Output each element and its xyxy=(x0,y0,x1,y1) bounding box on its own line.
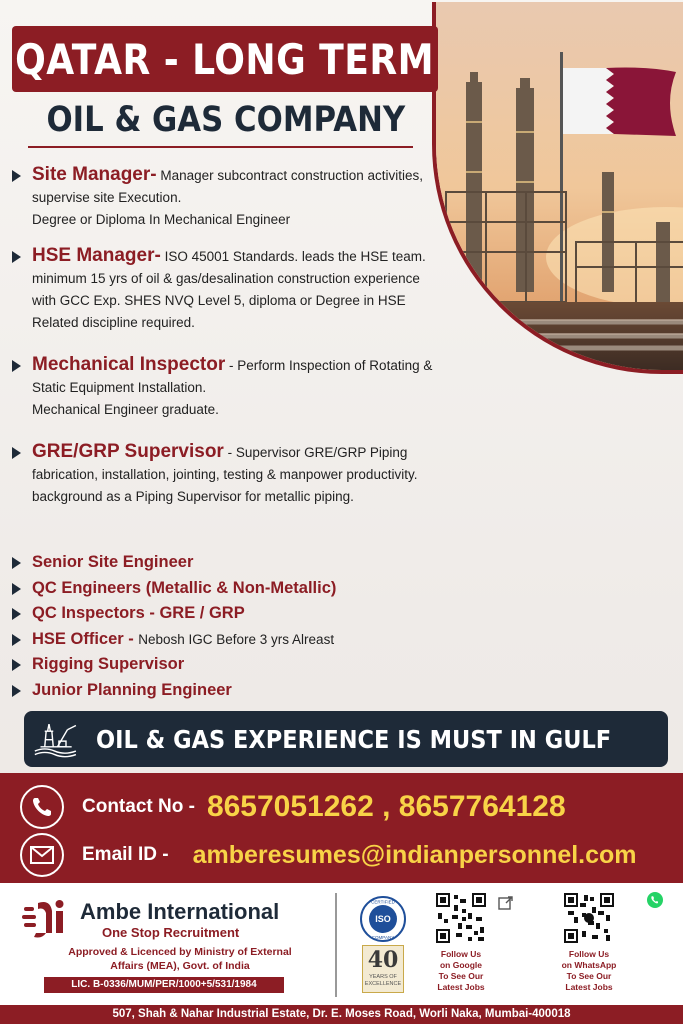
phone-numbers[interactable]: 8657051262 , 8657764128 xyxy=(206,790,566,823)
title-text: QATAR - LONG TERM xyxy=(15,34,435,84)
subtitle-divider xyxy=(28,146,413,148)
job-title: GRE/GRP Supervisor xyxy=(32,441,224,462)
page-subtitle xyxy=(22,100,422,140)
job-hse-manager xyxy=(12,245,442,334)
arrow-bullet-icon xyxy=(12,170,21,182)
page-title xyxy=(12,26,438,92)
list-item: Junior Planning Engineer xyxy=(12,678,452,704)
list-item: QC Engineers (Metallic & Non-Metallic) xyxy=(12,576,452,602)
arrow-bullet-icon xyxy=(12,447,21,459)
years-badge: 40 YEARS OF EXCELLENCE xyxy=(362,945,404,993)
list-item: Rigging Supervisor xyxy=(12,652,452,678)
arrow-bullet-icon xyxy=(12,557,21,569)
job-title: Site Manager- xyxy=(32,164,157,185)
svg-text:COMPANY: COMPANY xyxy=(371,935,395,940)
footer xyxy=(0,883,683,1024)
ambe-logo-icon xyxy=(22,897,72,939)
contact-phone-row xyxy=(20,785,566,829)
whatsapp-qr-caption: Follow Us on WhatsApp To See Our Latest Jobs xyxy=(561,949,617,992)
job-list-detailed xyxy=(12,164,442,520)
job-description: - Perform Inspection of Rotating & Static Equipment Installation. xyxy=(32,358,433,395)
job-mechanical-inspector xyxy=(12,354,442,421)
phone-label: Contact No - xyxy=(82,796,195,817)
svg-text:CERTIFIED: CERTIFIED xyxy=(371,899,395,905)
email-address[interactable]: amberesumes@indianpersonnel.com xyxy=(192,840,637,869)
approval-text: Approved & Licenced by Ministry of External Affairs (MEA), Govt. of India xyxy=(68,946,292,972)
job-site-manager xyxy=(12,164,442,231)
brand-tagline: One Stop Recruitment xyxy=(102,925,240,940)
arrow-bullet-icon xyxy=(12,659,21,671)
footer-divider xyxy=(335,893,337,997)
arrow-bullet-icon xyxy=(12,608,21,620)
phone-icon xyxy=(20,785,64,829)
list-item: QC Inspectors - GRE / GRP xyxy=(12,601,452,627)
google-qr-caption: Follow Us on Google To See Our Latest Jobs xyxy=(437,949,485,992)
arrow-bullet-icon xyxy=(12,685,21,697)
svg-text:ISO: ISO xyxy=(375,914,391,924)
brand-name: Ambe International xyxy=(80,899,280,924)
refinery-image xyxy=(432,2,683,374)
whatsapp-icon[interactable] xyxy=(646,891,664,909)
oil-rig-icon xyxy=(32,714,82,764)
arrow-bullet-icon xyxy=(12,583,21,595)
banner-text: OIL & GAS EXPERIENCE IS MUST IN GULF xyxy=(95,724,611,754)
external-link-icon xyxy=(498,895,514,911)
job-description: - Supervisor GRE/GRP Piping fabrication, installation, jointing, testing & manpower productivity. background as a Piping Supervisor for metallic piping. xyxy=(32,445,418,504)
job-title: Mechanical Inspector xyxy=(32,354,226,375)
list-item: HSE Officer - Nebosh IGC Before 3 yrs Alreast xyxy=(12,627,452,653)
email-label: Email ID - xyxy=(82,844,169,865)
list-item: Senior Site Engineer xyxy=(12,550,452,576)
office-address: 507, Shah & Nahar Industrial Estate, Dr. E. Moses Road, Worli Naka, Mumbai-400018 xyxy=(0,1005,683,1024)
arrow-bullet-icon xyxy=(12,251,21,263)
email-icon xyxy=(20,833,64,877)
job-description: ISO 45001 Standards. leads the HSE team. minimum 15 yrs of oil & gas/desalination construction experience with GCC Exp. SHES NVQ Level 5, diploma or Degree in HSE Related discipline required. xyxy=(32,249,426,330)
subtitle-text: OIL & GAS COMPANY xyxy=(46,100,406,140)
contact-section xyxy=(0,773,683,883)
job-requirement: Mechanical Engineer graduate. xyxy=(32,402,219,417)
contact-email-row xyxy=(20,833,637,877)
iso-certified-badge-icon xyxy=(359,895,407,943)
arrow-bullet-icon xyxy=(12,360,21,372)
job-list-short xyxy=(12,550,452,703)
whatsapp-qr-code-icon[interactable] xyxy=(564,893,614,943)
job-gre-grp-supervisor xyxy=(12,441,442,508)
license-number: LIC. B-0336/MUM/PER/1000+5/531/1984 xyxy=(44,977,284,993)
job-requirement: Degree or Diploma In Mechanical Engineer xyxy=(32,212,291,227)
job-description: Manager subcontract construction activities, supervise site Execution. xyxy=(32,168,423,205)
job-title: HSE Manager- xyxy=(32,245,161,266)
experience-banner xyxy=(24,711,668,767)
arrow-bullet-icon xyxy=(12,634,21,646)
google-qr-code-icon[interactable] xyxy=(436,893,486,943)
